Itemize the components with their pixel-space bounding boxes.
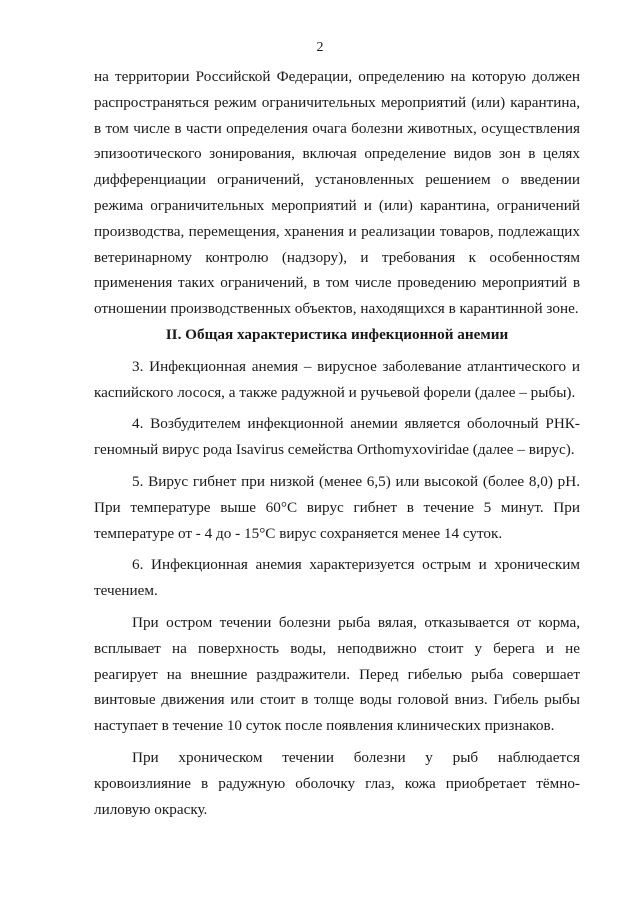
page-number: 2: [316, 40, 324, 55]
section-heading: II. Общая характеристика инфекционной анемии: [165, 325, 509, 343]
continuation-paragraph: на территории Российской Федерации, определению на которую должен распространяться режим ограничительных мероприятий (или) карантина, в том числе в части определения очага болезни животных, осуществления эпизоотического зонирования, включая определение видов зон в целях дифференциации ограничений, установленных решением о введении режима ограничительных мероприятий и (или) карантина, ограничений производства, перемещения, хранения и реализации товаров, подлежащих ветеринарному контролю (надзору), и требования к особенностям применения таких ограничений, в том числе проведению мероприятий в отношении производственных объектов, находящихся в карантинной зоне.: [94, 68, 580, 318]
paragraph-5: 5. Вирус гибнет при низкой (менее 6,5) или высокой (более 8,0) pH. При температуре выше 60°С вирус гибнет в течение 5 минут. При температуре от - 4 до - 15°С вирус сохраняется менее 14 суток.: [94, 472, 580, 542]
paragraph-acute-course: При остром течении болезни рыба вялая, отказывается от корма, всплывает на поверхность воды, неподвижно стоит у берега и не реагирует на внешние раздражители. Перед гибелью рыба совершает винтовые движения или стоит в толще воды головой вниз. Гибель рыбы наступает в течение 10 суток после появления клинических признаков.: [94, 613, 580, 735]
paragraph-4: 4. Возбудителем инфекционной анемии является оболочный РНК-геномный вирус рода Isavirus семейства Orthomyxoviridae (далее – вирус).: [94, 415, 580, 459]
paragraph-3: 3. Инфекционная анемия – вирусное заболевание атлантического и каспийского лосося, а также радужной и ручьевой форели (далее – рыбы).: [94, 357, 580, 401]
paragraph-chronic-course: При хроническом течении болезни у рыб наблюдается кровоизлияние в радужную оболочку глаз, кожа приобретает тёмно-лиловую окраску.: [94, 748, 580, 818]
document-body: [94, 64, 580, 822]
paragraph-6: 6. Инфекционная анемия характеризуется острым и хроническим течением.: [94, 556, 580, 600]
